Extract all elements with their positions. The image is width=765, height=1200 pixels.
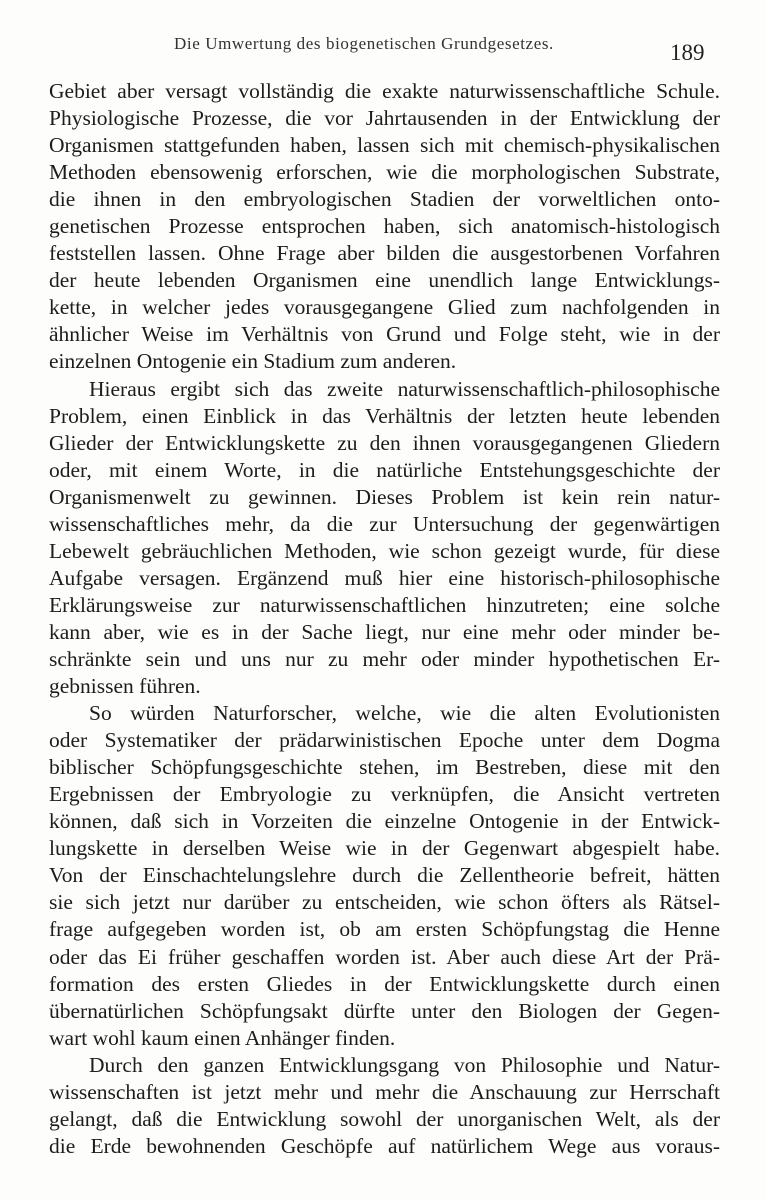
paragraph (49, 700, 720, 1052)
text-line: schränkte sein und uns nur zu mehr oder minder hypothetischen Er- (49, 646, 720, 671)
text-line: oder das Ei früher geschaffen worden ist. Aber auch diese Art der Prä- (49, 944, 720, 969)
text-line: gelangt, daß die Entwicklung sowohl der unorganischen Welt, als der (49, 1106, 720, 1131)
text-line: Methoden ebensowenig erforschen, wie die morphologischen Substrate, (49, 160, 720, 185)
text-line: frage aufgegeben worden ist, ob am ersten Schöpfungstag die Henne (49, 917, 720, 942)
text-line: ähnlicher Weise im Verhältnis von Grund und Folge steht, wie in der (49, 322, 720, 347)
text-line: So würden Naturforscher, welche, wie die alten Evolutionisten (89, 701, 720, 726)
text-line: lungskette in derselben Weise wie in der Gegenwart abgespielt habe. (49, 836, 720, 861)
paragraph (49, 376, 720, 701)
text-line: können, daß sich in Vorzeiten die einzelne Ontogenie in der Entwick- (49, 809, 720, 834)
text-line: der heute lebenden Organismen eine unendlich lange Entwicklungs- (49, 268, 720, 293)
text-line: wissenschaftliches mehr, da die zur Untersuchung der gegenwärtigen (49, 511, 720, 536)
text-line: sie sich jetzt nur darüber zu entscheiden, wie schon öfters als Rätsel- (49, 890, 720, 915)
text-line: Lebewelt gebräuchlichen Methoden, wie schon gezeigt wurde, für diese (49, 538, 720, 563)
text-line: oder Systematiker der prädarwinistischen Epoche unter dem Dogma (49, 728, 720, 753)
text-line: formation des ersten Gliedes in der Entwicklungskette durch einen (49, 971, 720, 996)
text-line: gebnissen führen. (49, 674, 201, 699)
text-line: genetischen Prozesse entsprochen haben, sich anatomisch-histologisch (49, 214, 720, 239)
text-line: die ihnen in den embryologischen Stadien der vorweltlichen onto- (49, 187, 720, 212)
text-line: Problem, einen Einblick in das Verhältnis der letzten heute lebenden (49, 403, 720, 428)
paragraph (49, 78, 720, 376)
text-line: Organismen stattgefunden haben, lassen sich mit chemisch-physikalischen (49, 133, 720, 158)
text-line: Ergebnissen der Embryologie zu verknüpfen, die Ansicht vertreten (49, 782, 720, 807)
body-text (49, 78, 720, 1160)
text-line: einzelnen Ontogenie ein Stadium zum anderen. (49, 349, 457, 374)
text-line: Organismenwelt zu gewinnen. Dieses Problem ist kein rein natur- (49, 484, 720, 509)
text-line: die Erde bewohnenden Geschöpfe auf natürlichem Wege aus voraus- (49, 1133, 720, 1158)
text-line: wissenschaften ist jetzt mehr und mehr die Anschauung zur Herrschaft (49, 1079, 720, 1104)
text-line: Durch den ganzen Entwicklungsgang von Philosophie und Natur- (89, 1052, 720, 1077)
text-line: biblischer Schöpfungsgeschichte stehen, im Bestreben, diese mit den (49, 755, 720, 780)
page-number: 189 (670, 40, 705, 65)
text-line: Von der Einschachtelungslehre durch die Zellentheorie befreit, hätten (49, 863, 720, 888)
text-line: wart wohl kaum einen Anhänger finden. (49, 1025, 396, 1050)
text-line: Hieraus ergibt sich das zweite naturwissenschaftlich-philosophische (89, 376, 720, 401)
text-line: Physiologische Prozesse, die vor Jahrtausenden in der Entwicklung der (49, 106, 720, 131)
text-line: übernatürlichen Schöpfungsakt dürfte unter den Biologen der Gegen- (49, 998, 720, 1023)
text-line: feststellen lassen. Ohne Frage aber bilden die ausgestorbenen Vorfahren (49, 241, 720, 266)
text-line: Glieder der Entwicklungskette zu den ihnen vorausgegangenen Gliedern (49, 430, 720, 455)
paragraph (49, 1052, 720, 1160)
text-line: oder, mit einem Worte, in die natürliche Entstehungsgeschichte der (49, 457, 720, 482)
text-line: kann aber, wie es in der Sache liegt, nur eine mehr oder minder be- (49, 619, 720, 644)
text-line: kette, in welcher jedes vorausgegangene Glied zum nachfolgenden in (49, 295, 720, 320)
text-line: Gebiet aber versagt vollständig die exakte naturwissenschaftliche Schule. (49, 79, 720, 103)
text-line: Erklärungsweise zur naturwissenschaftlichen hinzutreten; eine solche (49, 592, 720, 617)
text-line: Aufgabe versagen. Ergänzend muß hier eine historisch-philosophische (49, 565, 720, 590)
running-head: Die Umwertung des biogenetischen Grundgesetzes. (174, 34, 554, 53)
